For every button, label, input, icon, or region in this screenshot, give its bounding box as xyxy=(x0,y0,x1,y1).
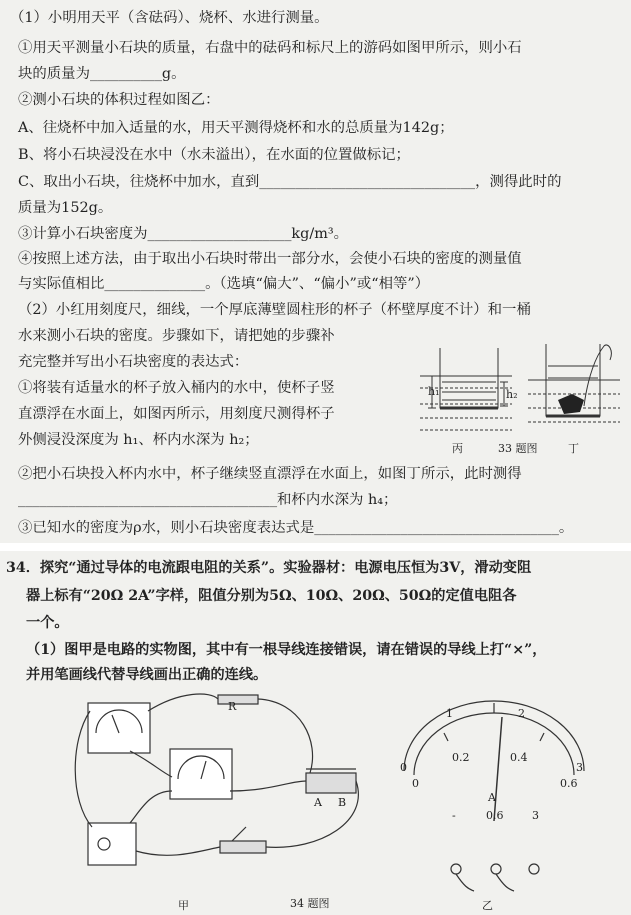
circuit-figure xyxy=(70,681,370,891)
text-line: （2）小红用刻度尺，细线，一个厚底薄壁圆柱形的杯子（杯壁厚度不计）和一桶 xyxy=(18,302,531,318)
text-line: ①将装有适量水的杯子放入桶内的水中，使杯子竖 xyxy=(18,380,335,396)
figure-caption: 34 题图 xyxy=(290,897,330,910)
figure-bing-label: 丙 xyxy=(452,442,463,455)
terminal-0-6: 0.6 xyxy=(486,809,504,822)
terminal-negative: - xyxy=(452,809,456,822)
dial-bottom-06: 0.6 xyxy=(560,777,578,790)
text-line: 器上标有“20Ω 2A”字样，阻值分别为5Ω、10Ω、20Ω、50Ω的定值电阻各 xyxy=(26,588,517,604)
dial-top-2: 2 xyxy=(518,707,525,720)
text-line: 直漂浮在水面上，如图丙所示，用刻度尺测得杯子 xyxy=(18,406,335,422)
dial-top-3: 3 xyxy=(576,761,583,774)
text-line: ③计算小石块密度为____________________kg/m³。 xyxy=(18,226,349,242)
label-h1: h₁ xyxy=(428,385,440,398)
figure-yi-label: 乙 xyxy=(482,899,493,912)
dial-bottom-02: 0.2 xyxy=(452,751,470,764)
text-line: 34．探究“通过导体的电流跟电阻的关系”。实验器材：电源电压恒为3V，滑动变阻 xyxy=(6,560,532,576)
dial-bottom-04: 0.4 xyxy=(510,751,528,764)
text-line: ①用天平测量小石块的质量，右盘中的砝码和标尺上的游码如图甲所示，则小石 xyxy=(18,40,522,56)
text-line: （1）小明用天平（含砝码）、烧杯、水进行测量。 xyxy=(10,10,329,26)
text-line: ②把小石块投入杯内水中，杯子继续竖直漂浮在水面上，如图丁所示，此时测得 xyxy=(18,466,522,482)
rheostat-terminal-b: B xyxy=(338,796,347,809)
dial-top-0: 0 xyxy=(400,761,407,774)
figure-caption: 33 题图 xyxy=(498,442,538,455)
text-line: ②测小石块的体积过程如图乙： xyxy=(18,92,220,108)
text-line: （1）图甲是电路的实物图，其中有一根导线连接错误，请在错误的导线上打“×”， xyxy=(26,642,547,658)
text-line: 水来测小石块的密度。步骤如下，请把她的步骤补 xyxy=(18,328,335,344)
text-line: ____________________________________和杯内水深为 h₄； xyxy=(18,492,398,508)
text-line: 外侧浸没深度为 h₁、杯内水深为 h₂； xyxy=(18,432,259,448)
label-h2: h₂ xyxy=(506,388,518,401)
text-line: A、往烧杯中加入适量的水，用天平测得烧杯和水的总质量为142g； xyxy=(18,120,454,136)
figure-ding xyxy=(528,336,620,436)
text-line: 一个。 xyxy=(26,615,69,631)
figure-jia-label: 甲 xyxy=(178,899,189,912)
question-34-sheet xyxy=(0,551,631,915)
text-line: ③已知水的密度为ρ水，则小石块密度表达式是__________________________________。 xyxy=(18,520,574,536)
ammeter-symbol: A xyxy=(488,791,496,804)
dial-bottom-0: 0 xyxy=(412,777,419,790)
text-line: 并用笔画线代替导线画出正确的连线。 xyxy=(26,667,268,683)
text-line: 块的质量为__________g。 xyxy=(18,66,186,82)
dial-top-1: 1 xyxy=(446,707,453,720)
text-line: 质量为152g。 xyxy=(18,200,113,216)
text-line: B、将小石块浸没在水中（水未溢出），在水面的位置做标记； xyxy=(18,147,410,163)
resistor-label: R xyxy=(228,700,237,713)
text-line: 充完整并写出小石块密度的表达式： xyxy=(18,354,249,370)
text-line: ④按照上述方法，由于取出小石块时带出一部分水，会使小石块的密度的测量值 xyxy=(18,251,522,267)
text-line: C、取出小石块，往烧杯中加水，直到______________________________，测得此时的 xyxy=(18,174,562,190)
rheostat-terminal-a: A xyxy=(314,796,322,809)
page-divider xyxy=(0,543,631,551)
figure-ding-label: 丁 xyxy=(568,442,579,455)
terminal-3: 3 xyxy=(532,809,539,822)
text-line: 与实际值相比______________。（选填“偏大”、“偏小”或“相等”） xyxy=(18,276,430,292)
